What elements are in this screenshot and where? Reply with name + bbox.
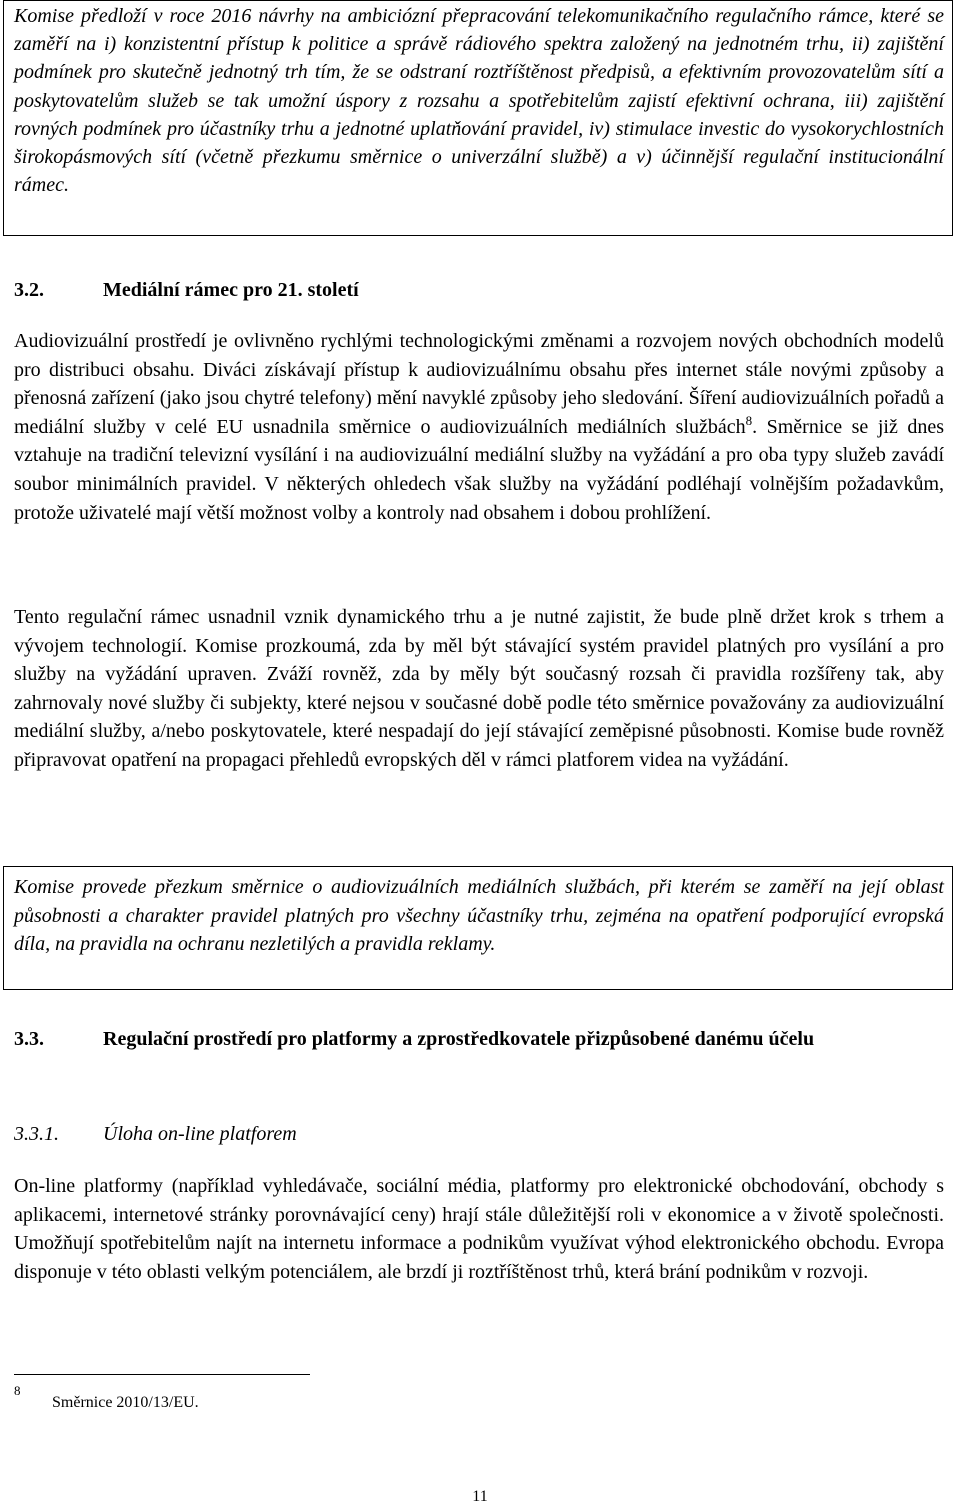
paragraph-text: On-line platformy (například vyhledávače, sociální média, platformy pro elektronické obchodování, obchody s aplikacemi, internetové stránky porovnávající ceny) hrají stále důležitější roli v ekonomice a v životě společnosti. Umožňují spotřebitelům najít na internetu informace a podnikům využívat výhod elektronického obchodu. Evropa disponuje v této oblasti velkým potenciálem, ale brzdí ji roztříštěnost trhů, která brání podnikům v rozvoji.	[14, 1175, 944, 1283]
section-title: Mediální rámec pro 21. století	[103, 279, 359, 301]
footnote-divider	[14, 1374, 310, 1375]
section-title: Regulační prostředí pro platformy a zprostředkovatele přizpůsobené danému účelu	[103, 1028, 815, 1050]
paragraph-text: Tento regulační rámec usnadnil vznik dynamického trhu a je nutné zajistit, že bude plně držet krok s trhem a vývojem technologií. Komise prozkoumá, zda by měl být stávající systém pravidel platných pro vysílání a pro služby na vyžádání upraven. Zváží rovněž, zda by měly být současný rozsah či pravidla rozšířeny tak, aby zahrnovaly nové služby či subjekty, které nejsou v současné době podle této směrnice považovány za audiovizuální mediální služby, a/nebo poskytovatele, které nespadají do její stávající zeměpisné působnosti. Komise bude rovněž připravovat opatření na propagaci přehledů evropských děl v rámci platforem videa na vyžádání.	[14, 606, 944, 771]
footnote-reference[interactable]: 8	[745, 412, 753, 428]
subsection-number: 3.3.1.	[14, 1123, 59, 1145]
paragraph-regulatory-framework	[14, 603, 944, 775]
subsection-title: Úloha on-line platforem	[103, 1123, 297, 1145]
highlight-box-text: Komise provede přezkum směrnice o audiovizuálních mediálních službách, při kterém se zaměří na její oblast působnosti a charakter pravidel platných pro všechny účastníky trhu, zejména na opatření podporující evropská díla, na pravidla na ochranu nezletilých a pravidla reklamy.	[14, 876, 944, 955]
highlight-box-text: Komise předloží v roce 2016 návrhy na ambiciózní přepracování telekomunikačního regulačního rámce, které se zaměří na i) konzistentní přístup k politice a správě rádiového spektra založený na jednotném trhu, ii) zajištění podmínek pro skutečně jednotný trh tím, že se odstraní roztříštěnost předpisů, a efektivním provozovatelům sítí a poskytovatelům služeb se tak umožní úspory z rozsahu a spotřebitelům zajistí efektivní ochrana, iii) zajištění rovných podmínek pro účastníky trhu a jednotné uplatňování pravidel, iv) stimulace investic do vysokorychlostních širokopásmových sítí (včetně přezkumu směrnice o univerzální službě) a v) účinnější regulační institucionální rámec.	[14, 5, 944, 197]
section-number: 3.3.	[14, 1028, 44, 1050]
highlight-box-avms-review	[3, 866, 953, 990]
footnote-text: Směrnice 2010/13/EU.	[52, 1394, 199, 1411]
highlight-box-telecom	[3, 0, 953, 236]
paragraph-online-platforms	[14, 1172, 944, 1286]
paragraph-audiovisual	[14, 327, 944, 527]
paragraph-text: Audiovizuální prostředí je ovlivněno rychlými technologickými změnami a rozvojem nových obchodních modelů pro distribuci obsahu. Diváci získávají přístup k audiovizuálnímu obsahu přes internet stále novými způsoby a přenosná zařízení (jako jsou chytré telefony) mění navyklé způsoby jeho sledování. Šíření audiovizuálních pořadů a mediální služby v celé EU usnadnila směrnice o audiovizuálních mediálních službách	[14, 330, 944, 438]
page-number: 11	[472, 1488, 488, 1505]
footnote-number: 8	[14, 1383, 21, 1398]
paragraph-text-continued: . Směrnice se již dnes vztahuje na tradiční televizní vysílání i na audiovizuální mediální služby na vyžádání a pro oba typy služeb zavádí soubor minimálních pravidel. V některých ohledech však služby na vyžádání podléhají volnějším požadavkům, protože uživatelé mají větší možnost volby a kontroly nad obsahem i dobou prohlížení.	[14, 415, 944, 524]
section-number: 3.2.	[14, 279, 44, 301]
